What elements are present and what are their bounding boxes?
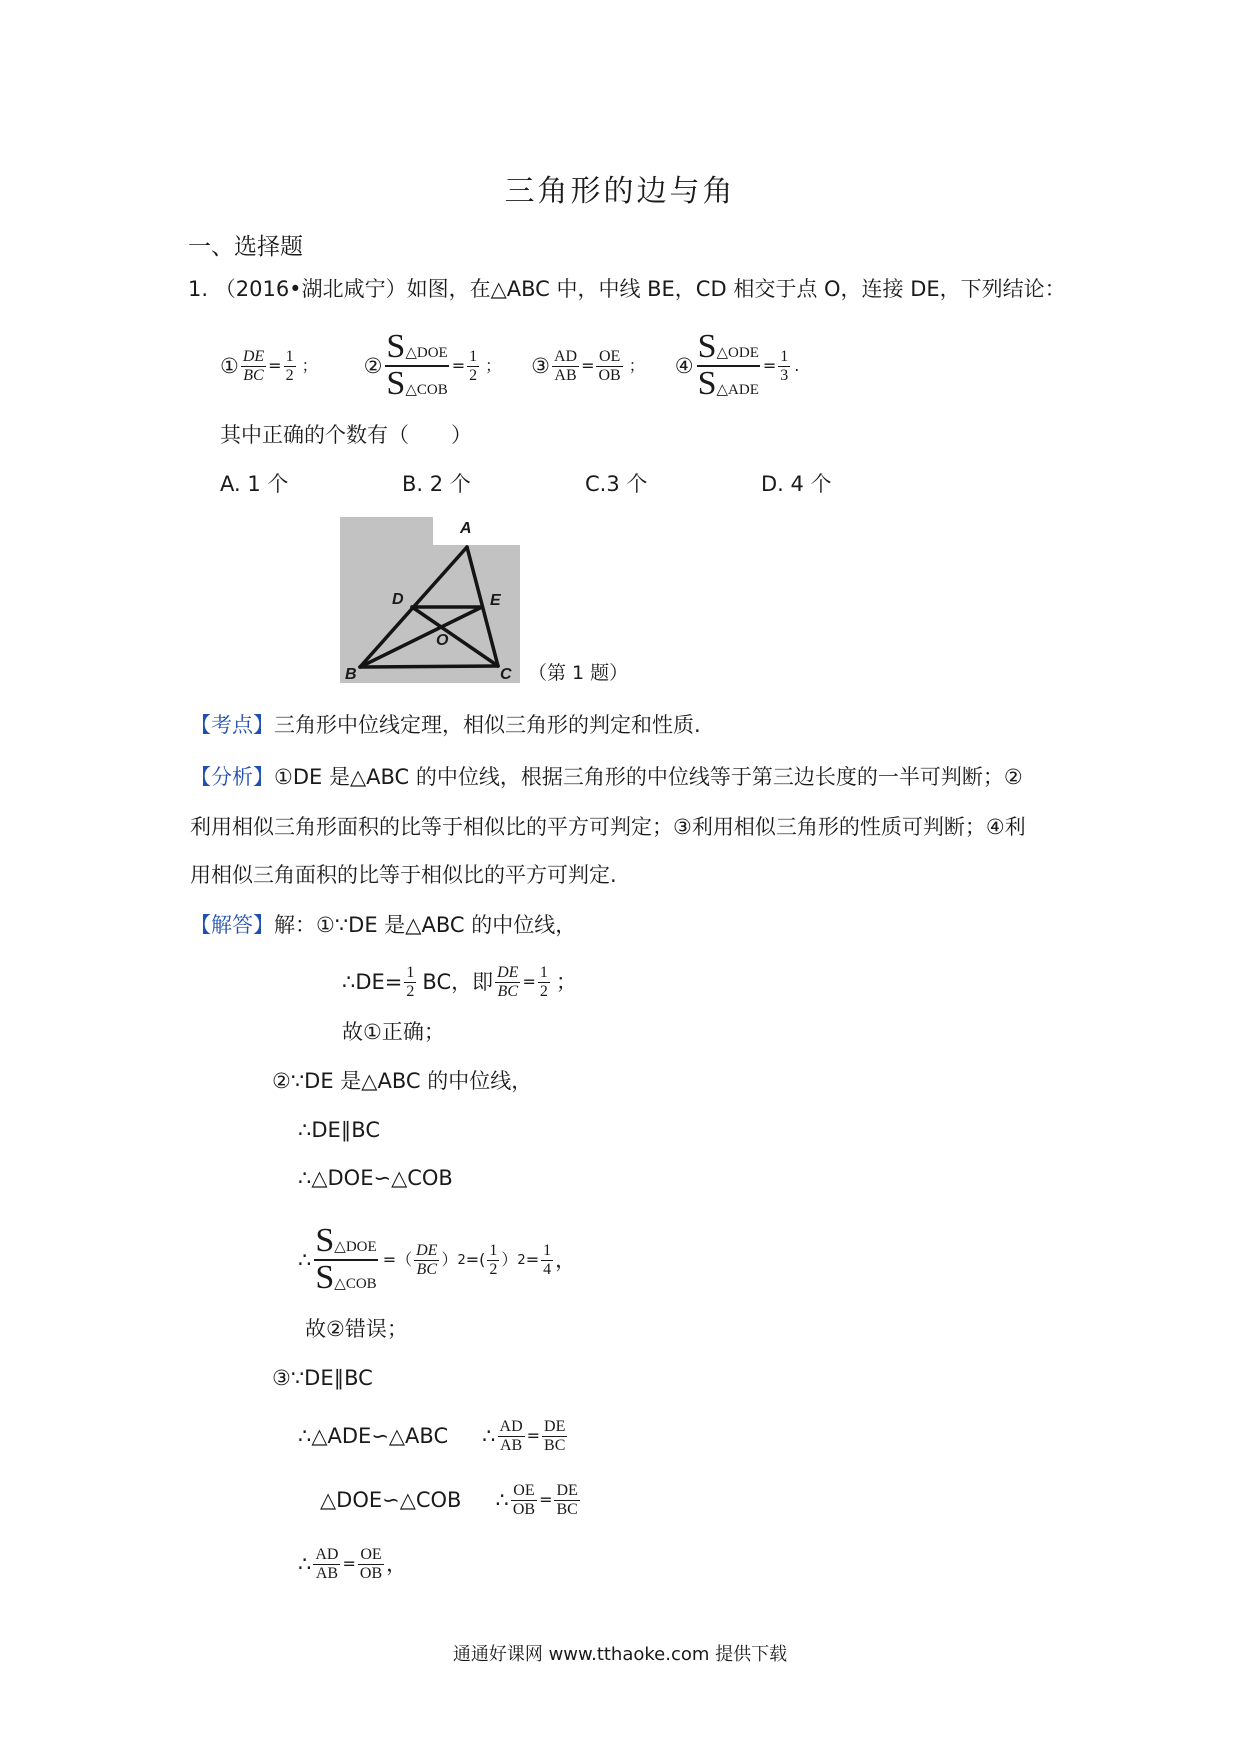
triangle-figure (340, 517, 520, 683)
kaodian-tag: 【考点】 (190, 713, 274, 737)
area-ratio-doe-cob: S△DOE S△COB (386, 328, 448, 402)
fenxi-line-2: 利用相似三角形面积的比等于相似比的平方可判定；③利用相似三角形的性质可判断；④利 (190, 815, 1026, 839)
fraction-de-bc: $\frac{DE}{BC}$ (497, 964, 519, 1000)
area-ratio-ode-ade: S△ODE S△ADE (697, 328, 759, 402)
label-c: C (500, 666, 512, 683)
question-ask: 其中正确的个数有（ ） (220, 423, 472, 447)
jieda-step-9: ③∵DE∥BC (272, 1366, 373, 1390)
option-a: A. 1 个 (220, 472, 289, 496)
jieda-step-12: ∴ $\frac{AD}{AB}$ = $\frac{OE}{OB}$ ， (298, 1546, 408, 1582)
fraction-ad-ab: $\frac{AD}{AB}$ (499, 1418, 523, 1454)
question-number: 1. (188, 277, 209, 301)
label-d: D (392, 591, 404, 608)
fraction-ad-ab: $\frac{AD}{AB}$ (553, 348, 578, 384)
section-heading: 一、选择题 (188, 234, 303, 260)
fraction-half: $\frac{1}{2}$ (539, 964, 548, 1000)
jieda-step-6: ∴△DOE∽△COB (298, 1166, 453, 1190)
page-title: 三角形的边与角 (504, 174, 736, 209)
fraction-de-bc: $\frac{DE}{BC}$ (556, 1482, 578, 1518)
conclusion-3: ③ $\frac{AD}{AB}$ = $\frac{OE}{OB}$ ； (531, 348, 645, 384)
figure-caption: （第 1 题） (528, 662, 629, 684)
fenxi-text-1: ①DE 是△ABC 的中位线，根据三角形的中位线等于第三边长度的一半可判断；② (274, 765, 1023, 789)
label-b: B (345, 666, 357, 683)
fraction-oe-ob: $\frac{OE}{OB}$ (512, 1482, 536, 1518)
fraction-oe-ob: $\frac{OE}{OB}$ (598, 348, 621, 384)
fraction-oe-ob: $\frac{OE}{OB}$ (359, 1546, 383, 1582)
conclusion-4: ④ S△ODE S△ADE = $\frac{1}{3}$ . (674, 328, 800, 402)
fraction-half: $\frac{1}{2}$ (285, 348, 294, 384)
fraction-de-bc: $\frac{DE}{BC}$ (416, 1242, 438, 1278)
fraction-de-bc: $\frac{DE}{BC}$ (242, 348, 265, 384)
fraction-half: $\frac{1}{2}$ (406, 964, 415, 1000)
circled-4: ④ (674, 353, 694, 378)
label-o: O (436, 632, 449, 649)
jieda-step-10: ∴△ADE∽△ABC ∴ $\frac{AD}{AB}$ = $\frac{DE}{BC}$ (298, 1418, 566, 1454)
fenxi-line-3: 用相似三角面积的比等于相似比的平方可判定. (190, 863, 617, 887)
kaodian-text: 三角形中位线定理，相似三角形的判定和性质. (274, 713, 701, 737)
triangle-diagram (340, 517, 520, 683)
jieda-step-1: 解：①∵DE 是△ABC 的中位线， (274, 913, 577, 937)
circled-1: ① (220, 353, 239, 378)
jieda-tag: 【解答】 (190, 913, 274, 937)
fraction-third: $\frac{1}{3}$ (780, 348, 789, 384)
jieda-step-2: ∴DE= $\frac{1}{2}$ BC，即 $\frac{DE}{BC}$ = $\frac{1}{2}$ ； (342, 964, 577, 1000)
conclusion-1: ① $\frac{DE}{BC}$ = $\frac{1}{2}$ ； (220, 348, 318, 384)
kaodian-line (190, 715, 701, 736)
option-b: B. 2 个 (402, 472, 471, 496)
fraction-ad-ab: $\frac{AD}{AB}$ (315, 1546, 339, 1582)
jieda-step-4: ②∵DE 是△ABC 的中位线， (272, 1069, 533, 1093)
question-stem (188, 279, 1066, 300)
jieda-step-7: ∴ S△DOE S△COB =（ $\frac{DE}{BC}$ ） 2 =( $\frac{1}{2}$ ） 2 = $\frac{1}{4}$ ， (298, 1222, 577, 1296)
label-e: E (490, 592, 501, 609)
conclusions-row (220, 330, 799, 402)
jieda-line-1 (190, 915, 576, 936)
jieda-step-3: 故①正确； (342, 1020, 445, 1044)
jieda-step-8: 故②错误； (305, 1317, 408, 1341)
circled-3: ③ (531, 353, 550, 378)
fraction-half-2: $\frac{1}{2}$ (469, 348, 478, 384)
fraction-de-bc: $\frac{DE}{BC}$ (544, 1418, 566, 1454)
question-text: （2016•湖北咸宁）如图，在△ABC 中，中线 BE，CD 相交于点 O，连接 DE，下列结论： (214, 277, 1066, 301)
jieda-step-5: ∴DE∥BC (298, 1118, 381, 1142)
circled-2: ② (363, 353, 383, 378)
conclusion-2: ② S△DOE S△COB = $\frac{1}{2}$ ； (363, 328, 502, 402)
fenxi-line-1 (190, 767, 1023, 788)
fraction-half: $\frac{1}{2}$ (489, 1242, 498, 1278)
page-footer: 通通好课网 www.tthaoke.com 提供下载 (452, 1644, 788, 1665)
fraction-quarter: $\frac{1}{4}$ (543, 1242, 552, 1278)
option-c: C.3 个 (585, 472, 648, 496)
area-ratio-doe-cob: S△DOE S△COB (315, 1222, 377, 1296)
option-d: D. 4 个 (761, 472, 832, 496)
jieda-step-11: △DOE∽△COB ∴ $\frac{OE}{OB}$ = $\frac{DE}{BC}$ (320, 1482, 578, 1518)
label-a: A (460, 520, 472, 537)
fenxi-tag: 【分析】 (190, 765, 274, 789)
